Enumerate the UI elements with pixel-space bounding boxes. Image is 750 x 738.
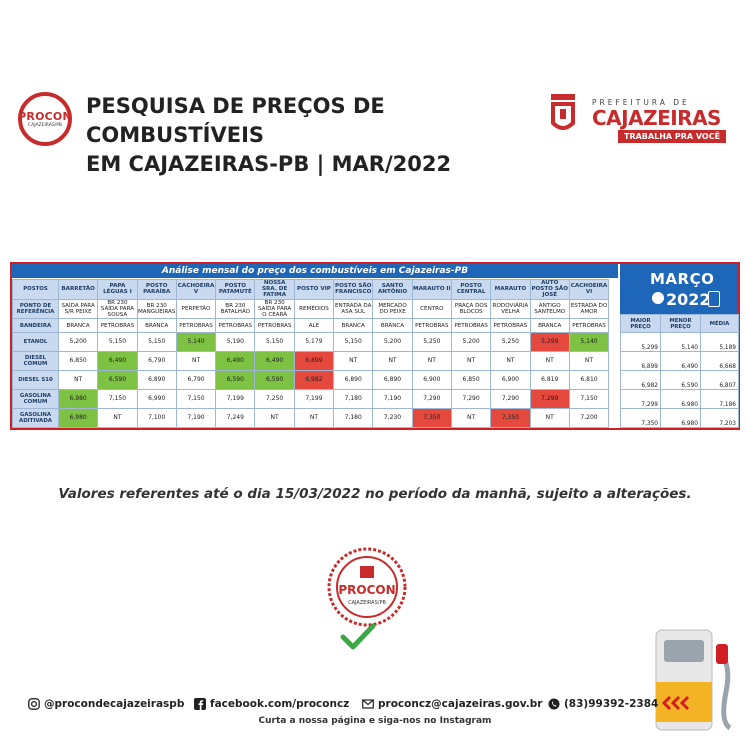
- fuel-price-cell: 6,590: [255, 371, 294, 390]
- station-reference-cell: REMÉDIOS: [294, 299, 333, 319]
- page-title: [86, 92, 536, 179]
- fuel-price-cell: 5,200: [59, 333, 98, 352]
- fuel-price-cell: 6,982: [294, 371, 333, 390]
- fuel-price-cell: NT: [176, 352, 215, 371]
- fuel-pump-icon: [708, 291, 720, 307]
- fuel-price-cell: 7,150: [569, 390, 608, 409]
- station-reference-cell: ANTIGO SANTELMO: [530, 299, 569, 319]
- station-reference-cell: ESTRADA DO AMOR: [569, 299, 608, 319]
- facebook-contact[interactable]: [194, 698, 349, 710]
- station-flag-cell: BRANCA: [530, 319, 569, 333]
- fuel-price-row: [13, 352, 609, 371]
- station-reference-cell: PERPETÃO: [176, 299, 215, 319]
- fuel-price-cell: 6,890: [373, 371, 412, 390]
- stats-avg-cell: 7,186: [701, 390, 739, 409]
- fuel-price-cell: 5,140: [569, 333, 608, 352]
- stats-row: [621, 371, 739, 390]
- stats-row: [621, 352, 739, 371]
- fuel-price-row-label: ETANOL: [13, 333, 59, 352]
- station-flag-cell: BRANCA: [373, 319, 412, 333]
- fuel-price-cell: 6,850: [59, 352, 98, 371]
- station-reference-row: [13, 299, 609, 319]
- station-name-cell: POSTO PARAÍBA: [137, 280, 176, 300]
- fuel-price-cell: NT: [255, 409, 294, 428]
- stats-max-cell: 7,350: [621, 409, 661, 428]
- fuel-price-row: [13, 390, 609, 409]
- fuel-price-cell: 7,290: [412, 390, 451, 409]
- fuel-price-cell: NT: [569, 352, 608, 371]
- fuel-price-cell: 7,250: [255, 390, 294, 409]
- month-label: MARÇO: [650, 270, 715, 288]
- fuel-price-cell: 6,900: [412, 371, 451, 390]
- whatsapp-number: (83)99392-2384: [564, 698, 659, 710]
- station-flag-cell: BRANCA: [59, 319, 98, 333]
- year-label: 2022: [666, 290, 711, 309]
- station-reference-cell: BR 230 BATALHÃO: [216, 299, 255, 319]
- stats-min-cell: 6,590: [661, 371, 701, 390]
- station-reference-cell: CENTRO: [412, 299, 451, 319]
- stats-max-cell: 7,299: [621, 390, 661, 409]
- svg-text:PROCON: PROCON: [338, 583, 396, 597]
- stats-avg-cell: 6,807: [701, 371, 739, 390]
- stats-header-avg: MÉDIA: [701, 315, 739, 333]
- station-flag-cell: PETROBRAS: [255, 319, 294, 333]
- fuel-price-cell: 5,150: [334, 333, 373, 352]
- fuel-price-cell: 6,810: [569, 371, 608, 390]
- year-dot-icon: [652, 292, 664, 304]
- stats-max-cell: 6,982: [621, 371, 661, 390]
- fuel-price-cell: 7,290: [491, 390, 530, 409]
- fuel-price-row-label: DIESEL S10: [13, 371, 59, 390]
- whatsapp-icon: [548, 698, 560, 710]
- fuel-price-cell: 5,150: [255, 333, 294, 352]
- fuel-price-cell: 7,150: [176, 390, 215, 409]
- stats-min-cell: 6,490: [661, 352, 701, 371]
- fuel-price-cell: NT: [294, 409, 333, 428]
- fuel-price-cell: NT: [530, 409, 569, 428]
- fuel-price-cell: 5,299: [530, 333, 569, 352]
- station-flag-cell: PETROBRAS: [216, 319, 255, 333]
- fuel-price-cell: NT: [412, 352, 451, 371]
- station-reference-cell: BR 230 SAÍDA PARA O CEARÁ: [255, 299, 294, 319]
- fuel-price-cell: 6,790: [137, 352, 176, 371]
- fuel-price-cell: 6,590: [98, 371, 137, 390]
- station-name-cell: CACHOEIRA VI: [569, 280, 608, 300]
- fuel-price-cell: 6,980: [59, 390, 98, 409]
- instagram-contact[interactable]: [28, 698, 184, 710]
- stats-min-cell: 6,980: [661, 390, 701, 409]
- fuel-price-cell: 7,199: [216, 390, 255, 409]
- fuel-price-cell: 6,590: [216, 371, 255, 390]
- station-name-cell: POSTO CENTRAL: [451, 280, 490, 300]
- email-address: proconcz@cajazeiras.gov.br: [378, 698, 543, 710]
- fuel-price-cell: 5,200: [373, 333, 412, 352]
- station-flag-cell: PETROBRAS: [451, 319, 490, 333]
- station-flag-cell: PETROBRAS: [412, 319, 451, 333]
- station-name-cell: CACHOEIRA V: [176, 280, 215, 300]
- fuel-price-cell: NT: [451, 352, 490, 371]
- fuel-price-cell: 6,899: [294, 352, 333, 371]
- fuel-price-cell: 7,190: [176, 409, 215, 428]
- fuel-price-cell: 5,250: [491, 333, 530, 352]
- stats-min-cell: 5,140: [661, 333, 701, 352]
- fuel-price-cell: 7,350: [412, 409, 451, 428]
- table-caption: Análise mensal do preço dos combustíveis em Cajazeiras-PB: [12, 264, 618, 278]
- email-contact[interactable]: [362, 698, 542, 710]
- station-name-cell: POSTO VIP: [294, 280, 333, 300]
- stats-avg-cell: 6,668: [701, 352, 739, 371]
- fuel-price-cell: 6,490: [216, 352, 255, 371]
- stats-row: [621, 390, 739, 409]
- fuel-price-cell: 7,249: [216, 409, 255, 428]
- station-reference-cell: SAÍDA PARA S/R PEIXE: [59, 299, 98, 319]
- fuel-price-cell: 6,490: [255, 352, 294, 371]
- stats-table: [620, 314, 739, 428]
- prefeitura-city: CAJAZEIRAS: [592, 106, 721, 130]
- title-line-2: EM CAJAZEIRAS-PB | MAR/2022: [86, 152, 452, 176]
- fuel-price-cell: 7,230: [373, 409, 412, 428]
- station-flag-cell: PETROBRAS: [569, 319, 608, 333]
- fuel-price-cell: 7,350: [491, 409, 530, 428]
- procon-logo: [18, 92, 72, 146]
- fuel-price-cell: NT: [451, 409, 490, 428]
- station-name-cell: MARAUTO: [491, 280, 530, 300]
- fuel-price-cell: 6,990: [137, 390, 176, 409]
- stats-header-row: [621, 315, 739, 333]
- fuel-price-cell: 6,819: [530, 371, 569, 390]
- fuel-price-cell: NT: [98, 409, 137, 428]
- station-reference-cell: PRAÇA DOS BLOCOS: [451, 299, 490, 319]
- svg-text:CAJAZEIRAS/PB: CAJAZEIRAS/PB: [348, 600, 386, 606]
- fuel-price-cell: 6,790: [176, 371, 215, 390]
- disclaimer-note: Valores referentes até o dia 15/03/2022 no período da manhã, sujeito a alterações.: [58, 486, 692, 502]
- fuel-price-row-label: DIESEL COMUM: [13, 352, 59, 371]
- station-name-cell: AUTO POSTO SÃO JOSÉ: [531, 280, 568, 299]
- station-reference-cell: BR 230 SAÍDA PARA SOUSA: [98, 299, 137, 319]
- fuel-price-row-label: GASOLINA COMUM: [13, 390, 59, 409]
- station-flag-cell: PETROBRAS: [176, 319, 215, 333]
- fuel-price-cell: 7,199: [294, 390, 333, 409]
- whatsapp-contact[interactable]: [548, 698, 658, 710]
- fuel-price-cell: 5,179: [294, 333, 333, 352]
- fuel-price-cell: 6,980: [59, 409, 98, 428]
- fuel-price-cell: 7,299: [530, 390, 569, 409]
- station-reference-cell: MERCADO DO PEIXE: [373, 299, 412, 319]
- station-reference-cell: RODOVIÁRIA VELHA: [491, 299, 530, 319]
- station-flag-cell: ALE: [294, 319, 333, 333]
- station-flag-cell: BRANCA: [137, 319, 176, 333]
- fuel-price-cell: 5,250: [412, 333, 451, 352]
- checkmark-icon: [340, 622, 376, 652]
- instagram-icon: [28, 698, 40, 710]
- stats-avg-cell: 5,189: [701, 333, 739, 352]
- fuel-price-cell: NT: [491, 352, 530, 371]
- fuel-price-cell: 5,150: [137, 333, 176, 352]
- footer-tagline: Curta a nossa página e siga-nos no Instagram: [258, 716, 492, 726]
- procon-seal-icon: [326, 546, 408, 628]
- station-name-cell: BARRETÃO: [59, 280, 98, 300]
- fuel-price-cell: NT: [373, 352, 412, 371]
- stats-max-cell: 6,899: [621, 352, 661, 371]
- fuel-price-cell: NT: [530, 352, 569, 371]
- fuel-price-row: [13, 409, 609, 428]
- facebook-url: facebook.com/proconcz: [210, 698, 350, 710]
- footer-contacts: [28, 698, 668, 714]
- stats-max-cell: 5,299: [621, 333, 661, 352]
- email-icon: [362, 698, 374, 710]
- fuel-price-cell: 7,200: [569, 409, 608, 428]
- fuel-price-cell: 7,180: [334, 409, 373, 428]
- facebook-icon: [194, 698, 206, 710]
- stats-avg-cell: 7,203: [701, 409, 739, 428]
- station-name-cell: MARAUTO II: [412, 280, 451, 300]
- fuel-price-cell: 6,890: [334, 371, 373, 390]
- procon-logo-text: PROCON: [18, 110, 72, 123]
- stats-header-max: MAIOR PREÇO: [621, 315, 661, 333]
- stats-row: [621, 409, 739, 428]
- station-name-cell: SANTO ANTÔNIO: [373, 280, 412, 300]
- station-name-cell: POSTO SÃO FRANCISCO: [334, 280, 373, 300]
- fuel-price-cell: 7,150: [98, 390, 137, 409]
- station-name-row: [13, 280, 609, 300]
- fuel-price-cell: 6,490: [98, 352, 137, 371]
- station-flag-row: [13, 319, 609, 333]
- station-flag-cell: BRANCA: [334, 319, 373, 333]
- procon-logo-sub: CAJAZEIRAS/PB: [28, 123, 62, 128]
- fuel-price-cell: 6,850: [451, 371, 490, 390]
- station-name-cell: NOSSA SRA. DE FATIMA: [255, 280, 294, 300]
- station-reference-row-label: PONTO DE REFERÊNCIA: [13, 299, 59, 319]
- prefeitura-slogan: TRABALHA PRA VOCÊ: [618, 130, 726, 143]
- stats-row: [621, 333, 739, 352]
- fuel-price-cell: 7,100: [137, 409, 176, 428]
- fuel-price-cell: 5,200: [451, 333, 490, 352]
- station-reference-cell: ENTRADA DA ASA SUL: [334, 299, 373, 319]
- station-flag-cell: PETROBRAS: [98, 319, 137, 333]
- prefeitura-label: PREFEITURA DE: [592, 98, 690, 107]
- stats-min-cell: 6,980: [661, 409, 701, 428]
- fuel-price-cell: 7,290: [451, 390, 490, 409]
- stats-header-min: MENOR PREÇO: [661, 315, 701, 333]
- fuel-price-cell: 6,890: [137, 371, 176, 390]
- fuel-price-cell: 7,190: [373, 390, 412, 409]
- price-table: [12, 279, 609, 428]
- fuel-price-cell: 5,150: [98, 333, 137, 352]
- station-name-cell: POSTO PATAMUTÉ: [216, 280, 255, 300]
- fuel-price-row-label: GASOLINA ADITIVADA: [13, 409, 59, 428]
- fuel-price-row: [13, 333, 609, 352]
- fuel-price-cell: 5,140: [176, 333, 215, 352]
- title-line-1: PESQUISA DE PREÇOS DE COMBUSTÍVEIS: [86, 94, 385, 147]
- fuel-price-cell: 5,190: [216, 333, 255, 352]
- station-name-row-label: POSTOS: [13, 280, 59, 300]
- fuel-price-cell: NT: [334, 352, 373, 371]
- fuel-price-cell: 7,180: [334, 390, 373, 409]
- month-badge: [620, 264, 738, 314]
- fuel-price-cell: 6,900: [491, 371, 530, 390]
- fuel-price-cell: NT: [59, 371, 98, 390]
- station-reference-cell: BR 230 MANGUEIRAS: [137, 299, 176, 319]
- instagram-handle: @procondecajazeiraspb: [44, 698, 185, 710]
- city-crest-icon: [548, 92, 578, 140]
- station-flag-row-label: BANDEIRA: [13, 319, 59, 333]
- prefeitura-logo: [548, 92, 738, 152]
- station-flag-cell: PETROBRAS: [491, 319, 530, 333]
- station-name-cell: PAPA LÉGUAS I: [98, 280, 137, 300]
- fuel-price-row: [13, 371, 609, 390]
